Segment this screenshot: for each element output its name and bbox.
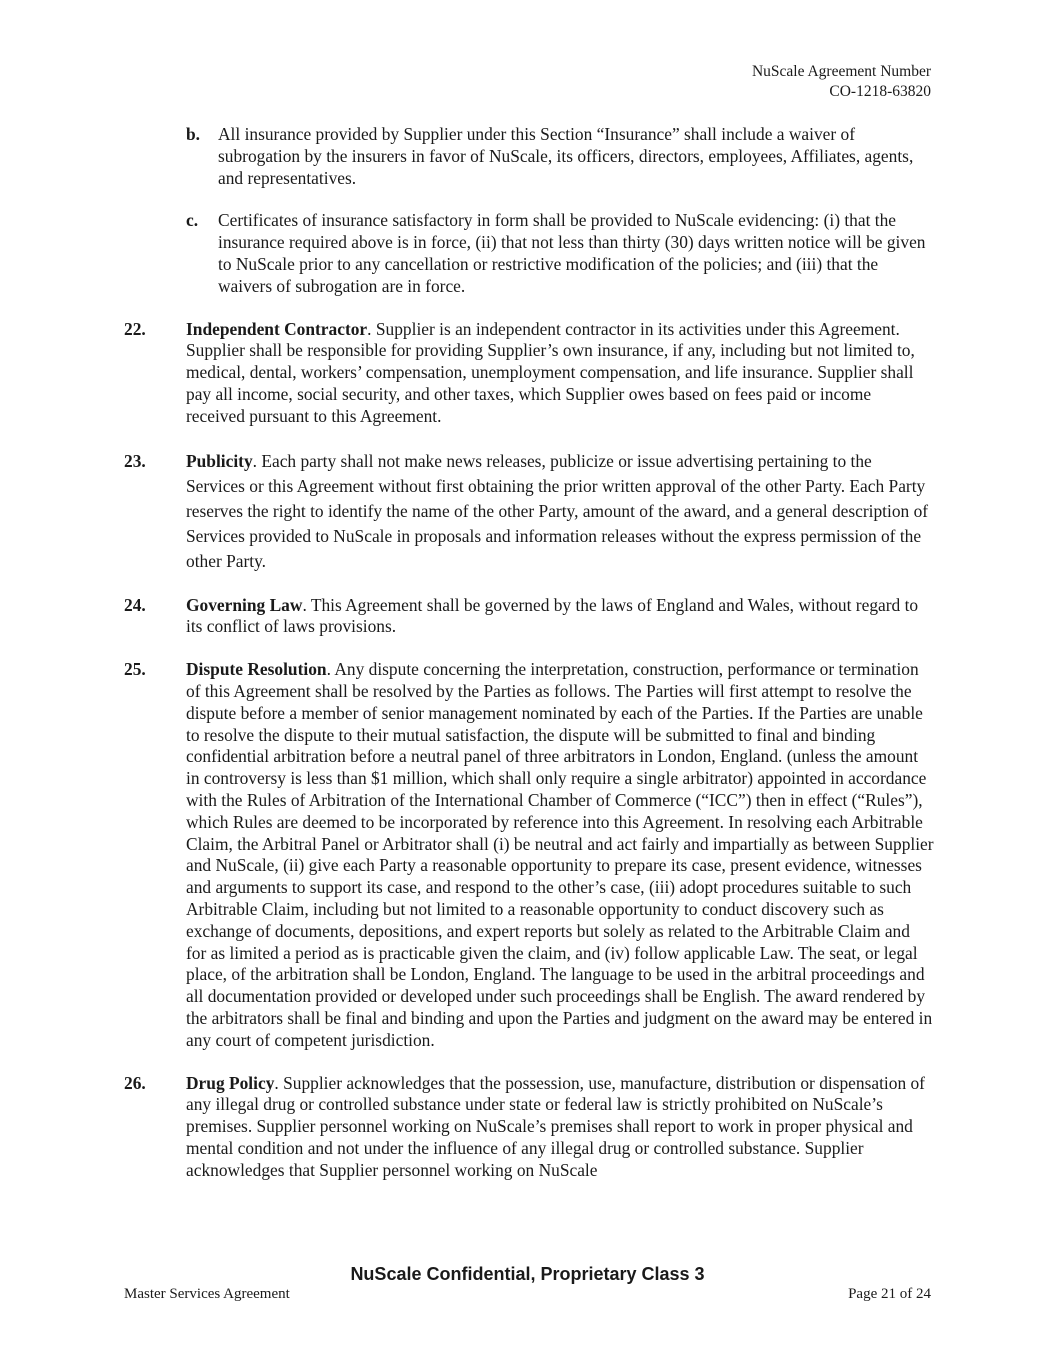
header-line-1: NuScale Agreement Number bbox=[751, 63, 931, 80]
subitem-text: All insurance provided by Supplier under this Section “Insurance” shall include a waiver of subrogation by the insurers in favor of NuScale, its officers, directors, employees, Affiliates, agents, and representatives. bbox=[218, 124, 914, 188]
agreement-number-header bbox=[752, 62, 931, 102]
header-line-2: CO-1218-63820 bbox=[829, 83, 931, 100]
subitem-marker: b. bbox=[186, 124, 201, 144]
section-25-dispute-resolution bbox=[124, 659, 934, 1051]
section-heading: Drug Policy bbox=[186, 1072, 275, 1093]
section-heading: Independent Contractor bbox=[186, 318, 368, 339]
section-number: 24. bbox=[124, 594, 146, 615]
section-text: . Each party shall not make news releases, publicize or issue advertising pertaining to the Services or this Agreement without first obtaining the prior written approval of the other Party. Each Party reserves the right to identify the name of the other Party, amount of the award, and a general description of Services provided to NuScale in proposals and information releases without the express permission of the other Party. bbox=[186, 450, 929, 571]
confidential-footer: NuScale Confidential, Proprietary Class 3 bbox=[350, 1264, 705, 1284]
section-number: 26. bbox=[124, 1072, 146, 1093]
document-body bbox=[124, 124, 934, 1202]
subitem-b bbox=[124, 124, 934, 189]
section-number: 22. bbox=[124, 318, 146, 339]
section-text: . This Agreement shall be governed by the laws of England and Wales, without regard to its conflict of laws provisions. bbox=[186, 594, 919, 637]
footer-page-number: Page 21 of 24 bbox=[848, 1286, 931, 1302]
section-number: 25. bbox=[124, 659, 146, 680]
section-heading: Publicity bbox=[186, 450, 253, 471]
section-24-governing-law bbox=[124, 595, 934, 639]
section-23-publicity bbox=[124, 449, 934, 574]
footer-document-title: Master Services Agreement bbox=[124, 1286, 290, 1302]
subitem-c bbox=[124, 210, 934, 297]
section-text: . Any dispute concerning the interpretation, construction, performance or termination of this Agreement shall be resolved by the Parties as follows. The Parties will first attempt to resolve the dispute before a member of senior management nominated by each of the Parties. If the Parties are unable to resolve the dispute to their mutual satisfaction, the dispute will be submitted to final and binding confidential arbitration before a neutral panel of three arbitrators in London, England. (unless the amount in controversy is less than $1 million, which shall only require a single arbitrator) appointed in accordance with the Rules of Arbitration of the International Chamber of Commerce (“ICC”) then in effect (“Rules”), which Rules are deemed to be incorporated by reference into this Agreement. In resolving each Arbitrable Claim, the Arbitral Panel or Arbitrator shall (i) be neutral and act fairly and impartially as between Supplier and NuScale, (ii) give each Party a reasonable opportunity to prepare its case, present evidence, witnesses and arguments to support its case, and respond to the other’s case, (iii) adopt procedures suitable to such Arbitrable Claim, including but not limited to a reasonable opportunity to conduct discovery such as exchange of documents, depositions, and expert reports but solely as related to the Arbitrable Claim and for as limited a period as is practicable given the claim, and (iv) follow applicable Law. The seat, or legal place, of the arbitration shall be London, England. The language to be used in the arbitral proceedings and all documentation provided or developed under such proceedings shall be English. The award rendered by the arbitrators shall be final and binding and upon the Parties and judgment on the award may be entered in any court of competent jurisdiction. bbox=[186, 659, 934, 1050]
section-text: . Supplier is an independent contractor in its activities under this Agreement. Supplier shall be responsible for providing Supplier’s own insurance, if any, including but not limited to, medical, dental, workers’ compensation, unemployment compensation, and life insurance. Supplier shall pay all income, social security, and other taxes, which Supplier owes based on fees paid or income received pursuant to this Agreement. bbox=[186, 318, 915, 426]
subitem-text: Certificates of insurance satisfactory in form shall be provided to NuScale evidencing: (i) that the insurance required above is in force, (ii) that not less than thirty (30) days written notice will be given to NuScale prior to any cancellation or restrictive modification of the policies; and (iii) that the waivers of subrogation are in force. bbox=[218, 210, 926, 296]
section-heading: Governing Law bbox=[186, 594, 303, 615]
section-22-independent-contractor bbox=[124, 319, 934, 428]
section-number: 23. bbox=[124, 450, 146, 471]
subitem-marker: c. bbox=[186, 210, 199, 231]
section-text: . Supplier acknowledges that the possession, use, manufacture, distribution or dispensation of any illegal drug or controlled substance under state or federal law is strictly prohibited on NuScale’s premises. Supplier personnel working on NuScale’s premises shall report to work in proper physical and mental condition and not under the influence of any illegal drug or controlled substance. Supplier acknowledges that Supplier personnel working on NuScale bbox=[186, 1072, 925, 1180]
section-heading: Dispute Resolution bbox=[186, 659, 327, 680]
section-26-drug-policy bbox=[124, 1073, 934, 1182]
